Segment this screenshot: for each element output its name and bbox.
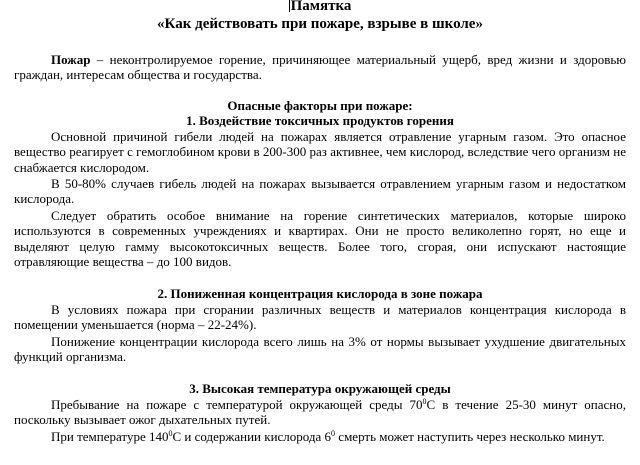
document-title: Памятка [0,0,640,15]
section-2-paragraph-1: В условиях пожара при сгорании различных веществ и материалов концентрация кислорода в помещении уменьшается (норма – 22-24%). [14,302,626,333]
section-1-paragraph-3: Следует обратить особое внимание на горение синтетических материалов, которые широко используются в современных учреждениях и квартирах. Они не просто великолепно горят, но еще и выделяют целую гамму высокотоксичных веществ. Более того, сгорая, они испускают настоящие отравляющие вещества – до 100 видов. [14,208,626,270]
section-2-paragraph-2: Понижение концентрации кислорода всего лишь на 3% от нормы вызывает ухудшение двигательных функций организма. [14,334,626,365]
document-subtitle: «Как действовать при пожаре, взрыве в школе» [157,16,483,32]
section-3-paragraph-1: Пребывание на пожаре с температурой окружающей среды $70^0С$ в течение 25-30 минут опасно, поскольку вызывает ожог дыхательных путей. [14,397,626,428]
section-3-paragraph-2: При температуре $140^0С$ и содержании кислорода $6^0$ смерть может наступить через несколько минут. [51,429,605,444]
definition-term: Пожар [51,52,91,67]
section-1-paragraph-1: Основной причиной гибели людей на пожарах является отравление угарным газом. Это опасное вещество реагирует с гемоглобином крови в 200-300 раз активнее, чем кислород, вследствие чего организм не снабжается кислородом. [14,129,626,175]
definition-text: – неконтролируемое горение, причиняющее материальный ущерб, вред жизни и здоровью граждан, интересам общества и государства. [14,52,626,83]
section-1-paragraph-2: В 50-80% случаев гибель людей на пожарах вызывается отравлением угарным газом и недостатком кислорода. [14,176,626,207]
section-3-heading: 3. Высокая температура окружающей среды [189,381,451,396]
dangers-heading: Опасные факторы при пожаре: [227,98,413,113]
section-2-heading: 2. Пониженная концентрация кислорода в зоне пожара [157,286,483,301]
definition-paragraph [14,52,626,83]
section-1-heading: 1. Воздействие токсичных продуктов горения [186,113,454,128]
text-cursor [289,0,290,12]
